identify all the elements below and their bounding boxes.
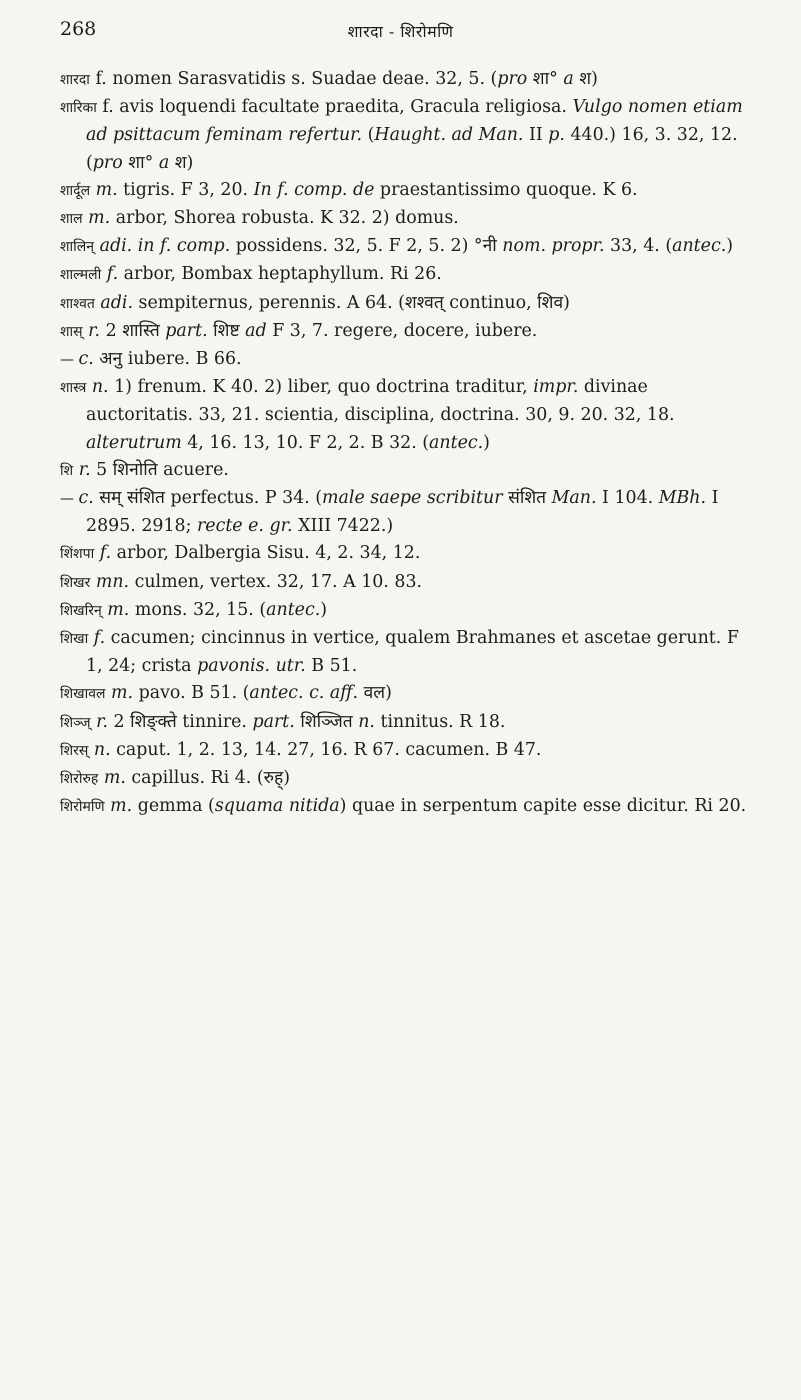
entry-text: ) — [726, 236, 734, 257]
entry-text: divinae auctoritatis. 33, 21. scientia, disciplina, doctrina. 30, 9. 20. 32, 18. — [86, 377, 675, 426]
italic-text: m. — [88, 208, 111, 229]
headword: शिरोमणि — [60, 799, 105, 816]
italic-text: Man. — [551, 488, 597, 509]
entry-text: ( — [362, 125, 375, 146]
italic-text: m. — [111, 683, 134, 704]
entry-text: ) quae in serpentum capite esse dicitur. Ri 20. — [339, 796, 747, 817]
entry-text: tinnitus. R 18. — [374, 711, 506, 732]
entry-text: caput. 1, 2. 13, 14. 27, 16. R 67. cacumen. B 47. — [110, 739, 542, 760]
headword: शाल — [60, 211, 83, 228]
italic-text: recte e. gr. — [196, 516, 293, 537]
headword: शास् — [60, 323, 83, 340]
entry-text: possidens. 32, 5. F 2, 5. 2) °नी — [230, 236, 503, 257]
dictionary-entry — [60, 233, 760, 261]
headword: शारिका — [60, 100, 97, 117]
entry-text: अनु iubere. B 66. — [93, 349, 242, 370]
italic-text: c. — [78, 349, 94, 370]
italic-text: m. — [95, 179, 118, 200]
entry-text: praestantissimo quoque. K 6. — [374, 179, 638, 200]
headword: शिरस् — [60, 742, 89, 759]
italic-text: adi. — [100, 292, 133, 313]
dictionary-entry — [60, 318, 760, 346]
entry-text: pavo. B 51. ( — [133, 683, 250, 704]
italic-text: antec. — [672, 236, 727, 257]
entry-text: 440.) 16, 3. 32, 12. ( — [86, 125, 738, 173]
entry-text: 33, 4. ( — [604, 236, 673, 257]
entry-list — [60, 66, 760, 821]
italic-text: a — [563, 69, 574, 89]
entry-text: arbor, Shorea robusta. K 32. 2) domus. — [110, 208, 459, 229]
italic-text: alterutrum — [86, 432, 182, 453]
italic-text: mn. — [95, 571, 130, 592]
headword: — — [60, 352, 79, 369]
dictionary-entry — [60, 346, 760, 374]
headword: शिञ्ज् — [60, 714, 91, 731]
entry-text: 1) frenum. K 40. 2) liber, quo doctrina traditur, — [108, 377, 534, 398]
headword: — — [60, 491, 79, 508]
headword: शिखा — [60, 631, 89, 648]
dictionary-entry — [60, 177, 760, 205]
dictionary-entry — [60, 709, 760, 737]
headword: शाश्वत — [60, 295, 95, 312]
italic-text: f. — [106, 264, 119, 285]
entry-text: 4, 16. 13, 10. F 2, 2. B 32. ( — [181, 432, 430, 453]
entry-text: 5 शिनोति acuere. — [90, 459, 229, 480]
headword: शि — [60, 462, 74, 479]
dictionary-entry — [60, 793, 760, 821]
entry-text: f. nomen Sarasvatidis s. Suadae deae. 32, 5. ( — [95, 69, 498, 89]
headword: शिखावल — [60, 686, 106, 703]
dictionary-entry — [60, 765, 760, 793]
italic-text: m. — [107, 599, 130, 620]
entry-text: 2 शिङ्क्ते tinnire. — [108, 711, 253, 732]
dictionary-entry — [60, 540, 760, 568]
entry-text: वल) — [358, 683, 392, 704]
entry-text: f. avis loquendi facultate praedita, Gracula religiosa. — [102, 97, 573, 118]
dictionary-entry — [60, 457, 760, 485]
headword: शिखर — [60, 574, 91, 591]
entry-text: 2 शास्ति — [100, 320, 166, 341]
italic-text: c. — [78, 488, 94, 509]
italic-text: MBh. — [658, 488, 707, 509]
dictionary-entry — [60, 485, 760, 540]
dictionary-entry — [60, 290, 760, 318]
dictionary-entry — [60, 66, 760, 94]
entry-text: capillus. Ri 4. (रुह्) — [125, 768, 291, 789]
italic-text: Haught. ad Man. — [374, 125, 524, 146]
headword: शिंशपा — [60, 546, 95, 563]
italic-text: n. — [93, 739, 111, 760]
entry-text: संशित — [502, 488, 552, 509]
italic-text: pro — [497, 69, 528, 89]
entry-text: I 2895. 2918; — [86, 488, 719, 537]
italic-text: antec. c. aff. — [249, 683, 359, 704]
headword: शिरोरुह — [60, 771, 99, 788]
dictionary-entry — [60, 261, 760, 289]
running-head: शारदा - शिरोमणि — [347, 22, 454, 41]
italic-text: f. — [99, 543, 112, 564]
italic-text: antec. — [266, 599, 321, 620]
italic-text: f. — [93, 628, 106, 649]
italic-text: r. — [96, 711, 109, 732]
page-header — [60, 18, 741, 58]
italic-text: adi. in f. comp. — [99, 236, 231, 257]
headword: शास्त्र — [60, 380, 87, 397]
entry-text: शा° — [527, 69, 564, 89]
entry-text: arbor, Bombax heptaphyllum. Ri 26. — [118, 264, 442, 285]
italic-text: n. — [91, 377, 109, 398]
entry-text: II — [523, 125, 549, 146]
italic-text: r. — [88, 320, 101, 341]
italic-text: male saepe scribitur — [322, 488, 503, 509]
entry-text: arbor, Dalbergia Sisu. 4, 2. 34, 12. — [111, 543, 421, 564]
dictionary-entry — [60, 680, 760, 708]
entry-text: gemma ( — [132, 796, 215, 817]
italic-text: p. — [548, 125, 565, 146]
entry-text: श) — [169, 152, 194, 173]
entry-text: XIII 7422.) — [292, 516, 394, 537]
entry-text: ) — [483, 432, 490, 453]
italic-text: n. — [358, 711, 375, 732]
dictionary-entry — [60, 737, 760, 765]
italic-text: pro — [92, 152, 123, 173]
entry-text: सम् संशित perfectus. P 34. ( — [93, 488, 323, 509]
entry-text: sempiternus, perennis. A 64. (शश्वत् continuo, शिव) — [133, 292, 570, 313]
entry-text: tigris. F 3, 20. — [117, 179, 254, 200]
entry-text: शा° — [122, 152, 159, 173]
dictionary-entry — [60, 597, 760, 625]
entry-text: I 104. — [596, 488, 659, 509]
dictionary-entry — [60, 569, 760, 597]
entry-text: शिष्ट — [207, 320, 246, 341]
entry-text: culmen, vertex. 32, 17. A 10. 83. — [129, 571, 423, 592]
page-number: 268 — [60, 18, 97, 40]
entry-text: ) — [320, 599, 328, 620]
italic-text: antec. — [429, 432, 484, 453]
italic-text: r. — [78, 459, 91, 480]
entry-text: F 3, 7. regere, docere, iubere. — [266, 320, 538, 341]
italic-text: m. — [110, 796, 133, 817]
italic-text: a — [158, 152, 170, 173]
entry-text: श) — [573, 69, 598, 89]
entry-text: cacumen; cincinnus in vertice, qualem Brahmanes et ascetae gerunt. F 1, 24; crista — [86, 628, 739, 677]
entry-text: mons. 32, 15. ( — [129, 599, 267, 620]
italic-text: ad — [245, 320, 267, 341]
entry-text: शिञ्जित — [294, 711, 359, 732]
italic-text: squama nitida — [214, 796, 340, 817]
italic-text: impr. — [533, 377, 579, 398]
dictionary-entry — [60, 205, 760, 233]
italic-text: In f. comp. de — [253, 179, 375, 200]
italic-text: part. — [252, 711, 295, 732]
italic-text: part. — [165, 320, 208, 341]
headword: शार्दूल — [60, 182, 91, 199]
headword: शाल्मली — [60, 267, 102, 284]
entry-text: B 51. — [305, 656, 358, 677]
italic-text: nom. propr. — [502, 236, 605, 257]
italic-text: Vulgo nomen etiam ad psittacum feminam refertur. — [86, 97, 743, 146]
italic-text: pavonis. utr. — [197, 656, 306, 677]
italic-text: m. — [103, 768, 126, 789]
headword: शारदा — [60, 72, 90, 88]
headword: शिखरिन् — [60, 602, 102, 619]
dictionary-entry — [60, 94, 760, 177]
dictionary-entry — [60, 625, 760, 680]
dictionary-entry — [60, 374, 760, 457]
headword: शालिन् — [60, 239, 95, 256]
